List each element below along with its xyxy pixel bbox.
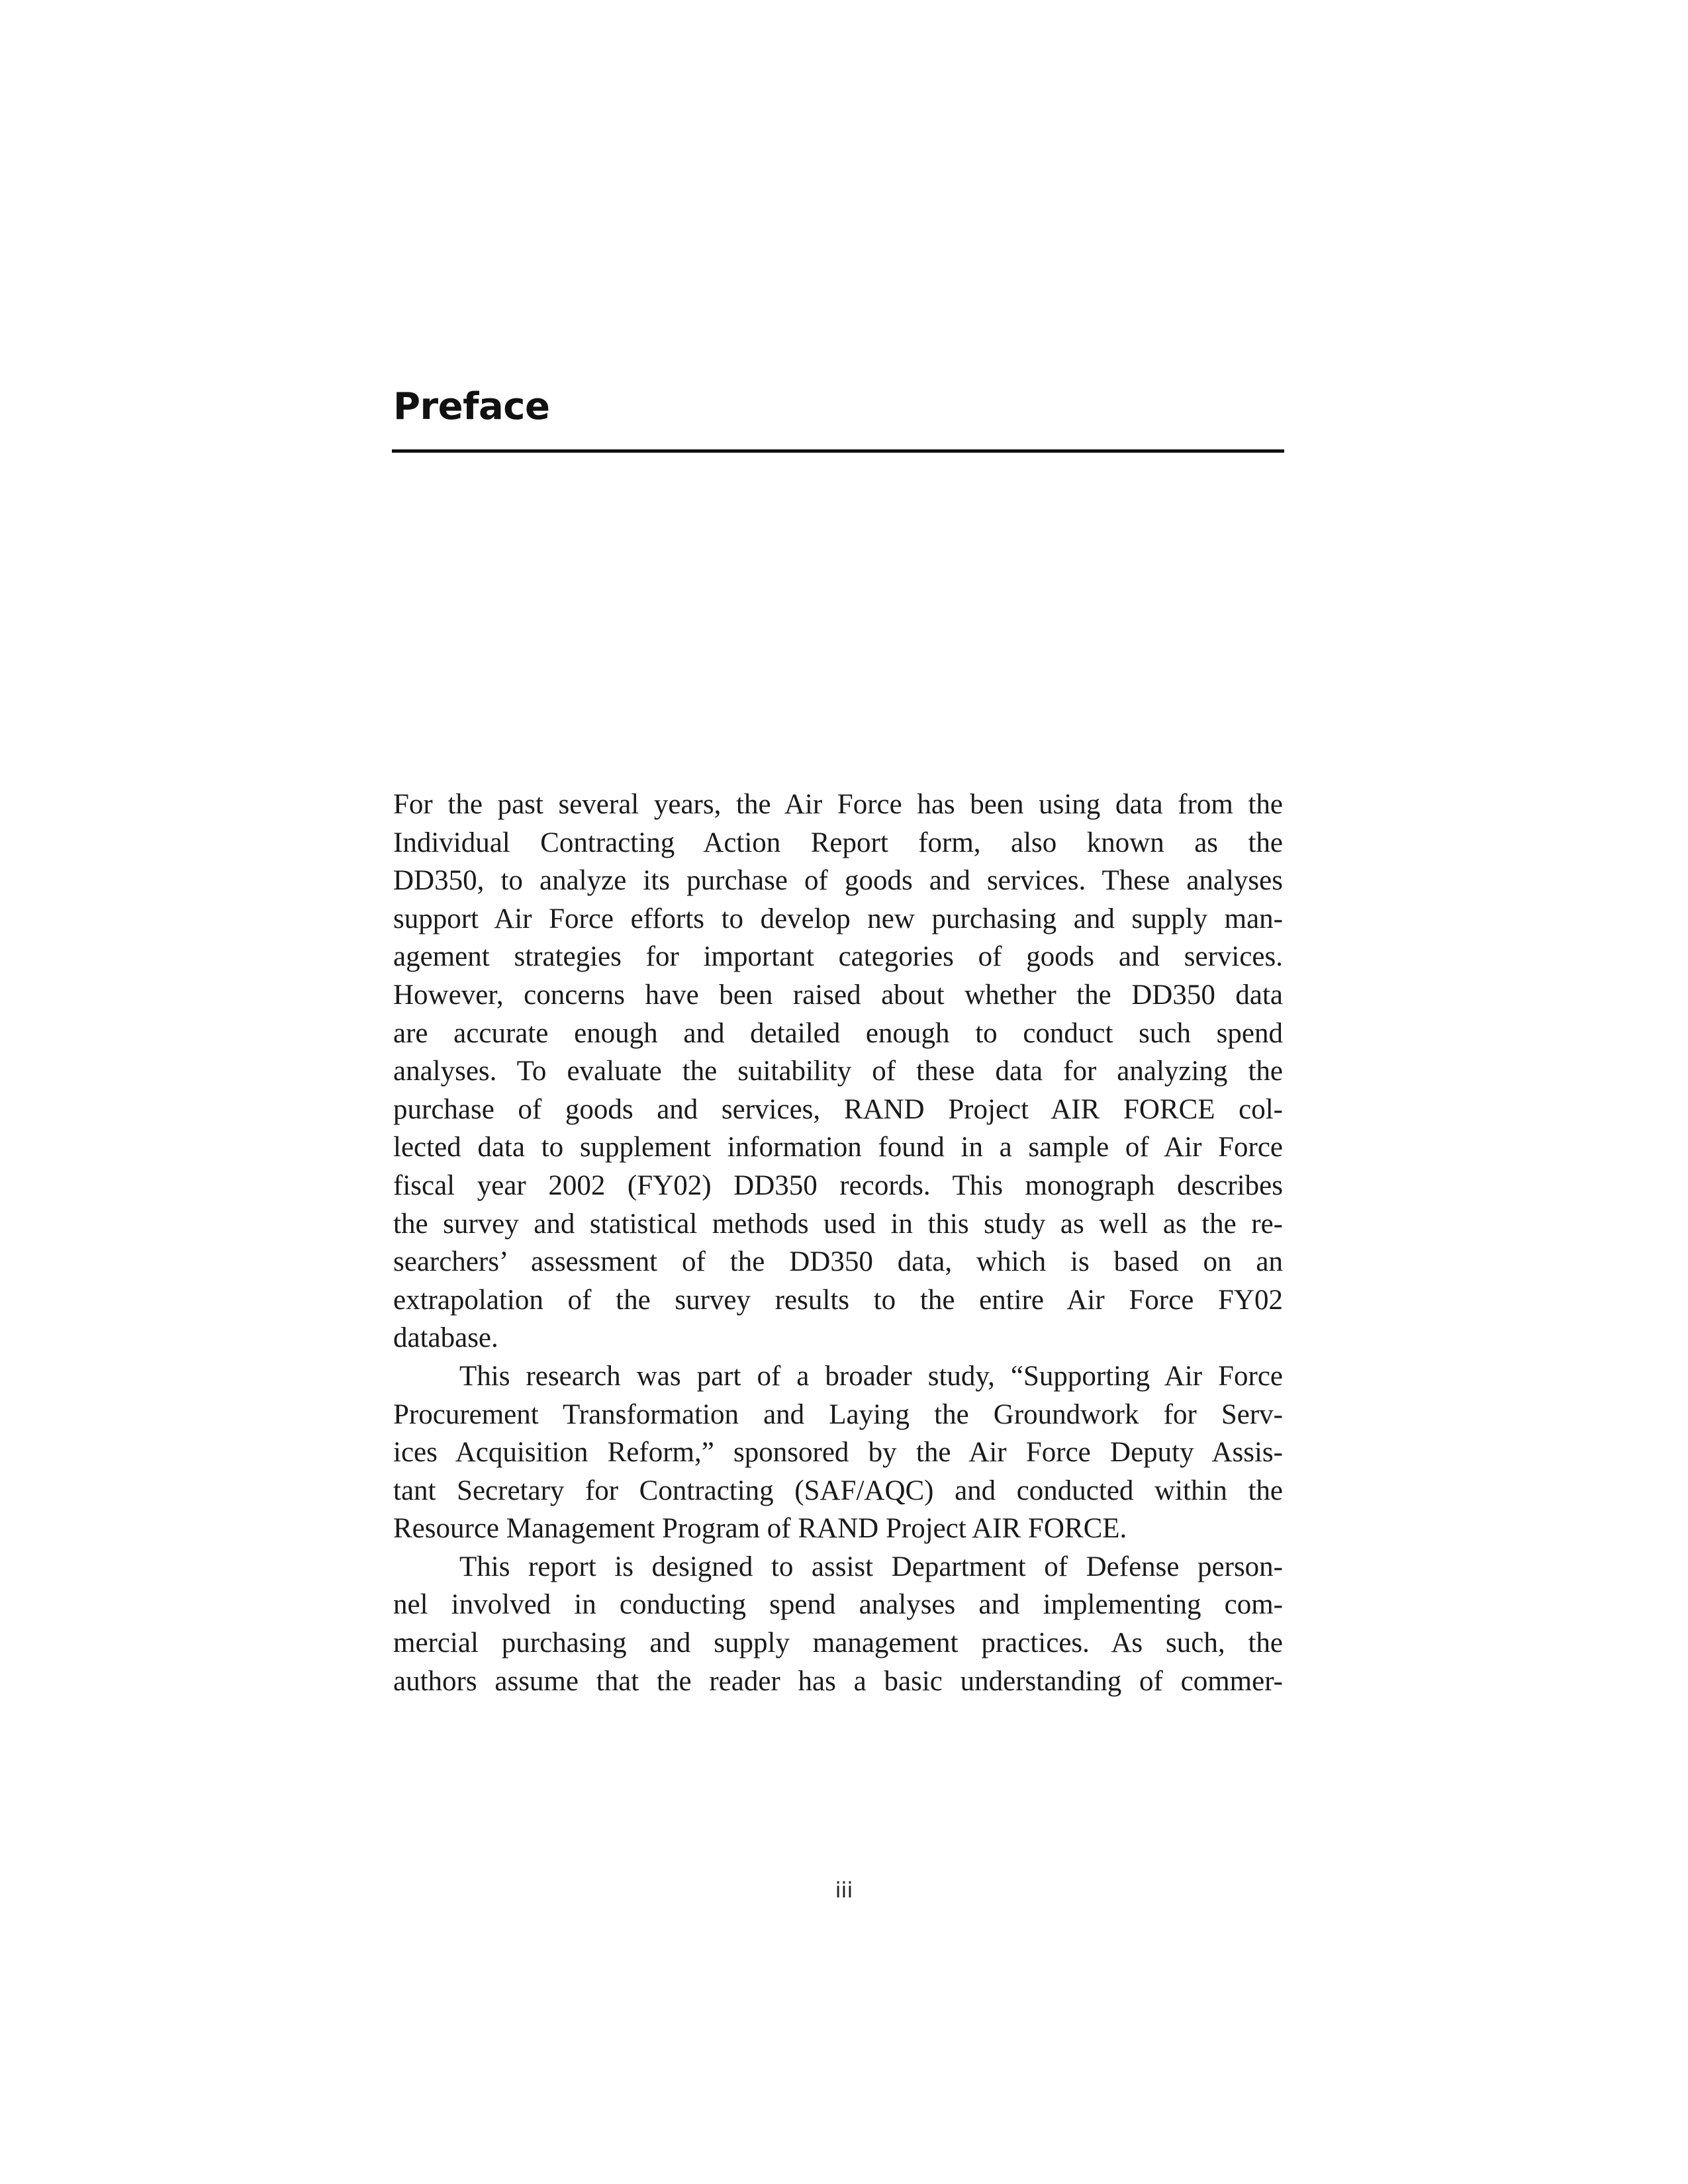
text-line: lected data to supplement information found in a sample of Air Force xyxy=(393,1132,1283,1163)
text-line: are accurate enough and detailed enough to conduct such spend xyxy=(393,1017,1283,1049)
text-line: nel involved in conducting spend analyses and implementing com- xyxy=(393,1589,1283,1621)
text-line: purchase of goods and services, RAND Project AIR FORCE col- xyxy=(393,1093,1283,1125)
page-number: iii xyxy=(835,1878,853,1903)
text-line: tant Secretary for Contracting (SAF/AQC) and conducted within the xyxy=(393,1475,1283,1506)
text-line: the survey and statistical methods used in this study as well as the re- xyxy=(393,1208,1283,1240)
text-line: However, concerns have been raised about whether the DD350 data xyxy=(393,979,1283,1011)
text-line: database. xyxy=(393,1322,498,1354)
title-rule xyxy=(392,449,1284,453)
body-text xyxy=(393,786,1283,1700)
text-line: Individual Contracting Action Report form, also known as the xyxy=(393,827,1283,858)
page-title: Preface xyxy=(393,385,550,428)
text-line: searchers’ assessment of the DD350 data, which is based on an xyxy=(393,1246,1283,1278)
text-line: mercial purchasing and supply management practices. As such, the xyxy=(393,1627,1283,1659)
text-line: Procurement Transformation and Laying the Groundwork for Serv- xyxy=(393,1398,1283,1430)
text-line: This research was part of a broader study, “Supporting Air Force xyxy=(459,1360,1283,1392)
text-line: Resource Management Program of RAND Project AIR FORCE. xyxy=(393,1513,1127,1545)
text-line: support Air Force efforts to develop new purchasing and supply man- xyxy=(393,903,1283,934)
text-line: analyses. To evaluate the suitability of these data for analyzing the xyxy=(393,1056,1283,1087)
text-line: agement strategies for important categories of goods and services. xyxy=(393,941,1283,973)
text-line: authors assume that the reader has a basic understanding of commer- xyxy=(393,1665,1283,1697)
text-line: extrapolation of the survey results to the entire Air Force FY02 xyxy=(393,1284,1283,1316)
text-line: This report is designed to assist Department of Defense person- xyxy=(459,1551,1283,1582)
text-line: ices Acquisition Reform,” sponsored by the Air Force Deputy Assis- xyxy=(393,1437,1283,1469)
text-line: For the past several years, the Air Force has been using data from the xyxy=(393,789,1283,820)
text-line: DD350, to analyze its purchase of goods and services. These analyses xyxy=(393,865,1283,897)
text-line: fiscal year 2002 (FY02) DD350 records. This monograph describes xyxy=(393,1169,1283,1201)
